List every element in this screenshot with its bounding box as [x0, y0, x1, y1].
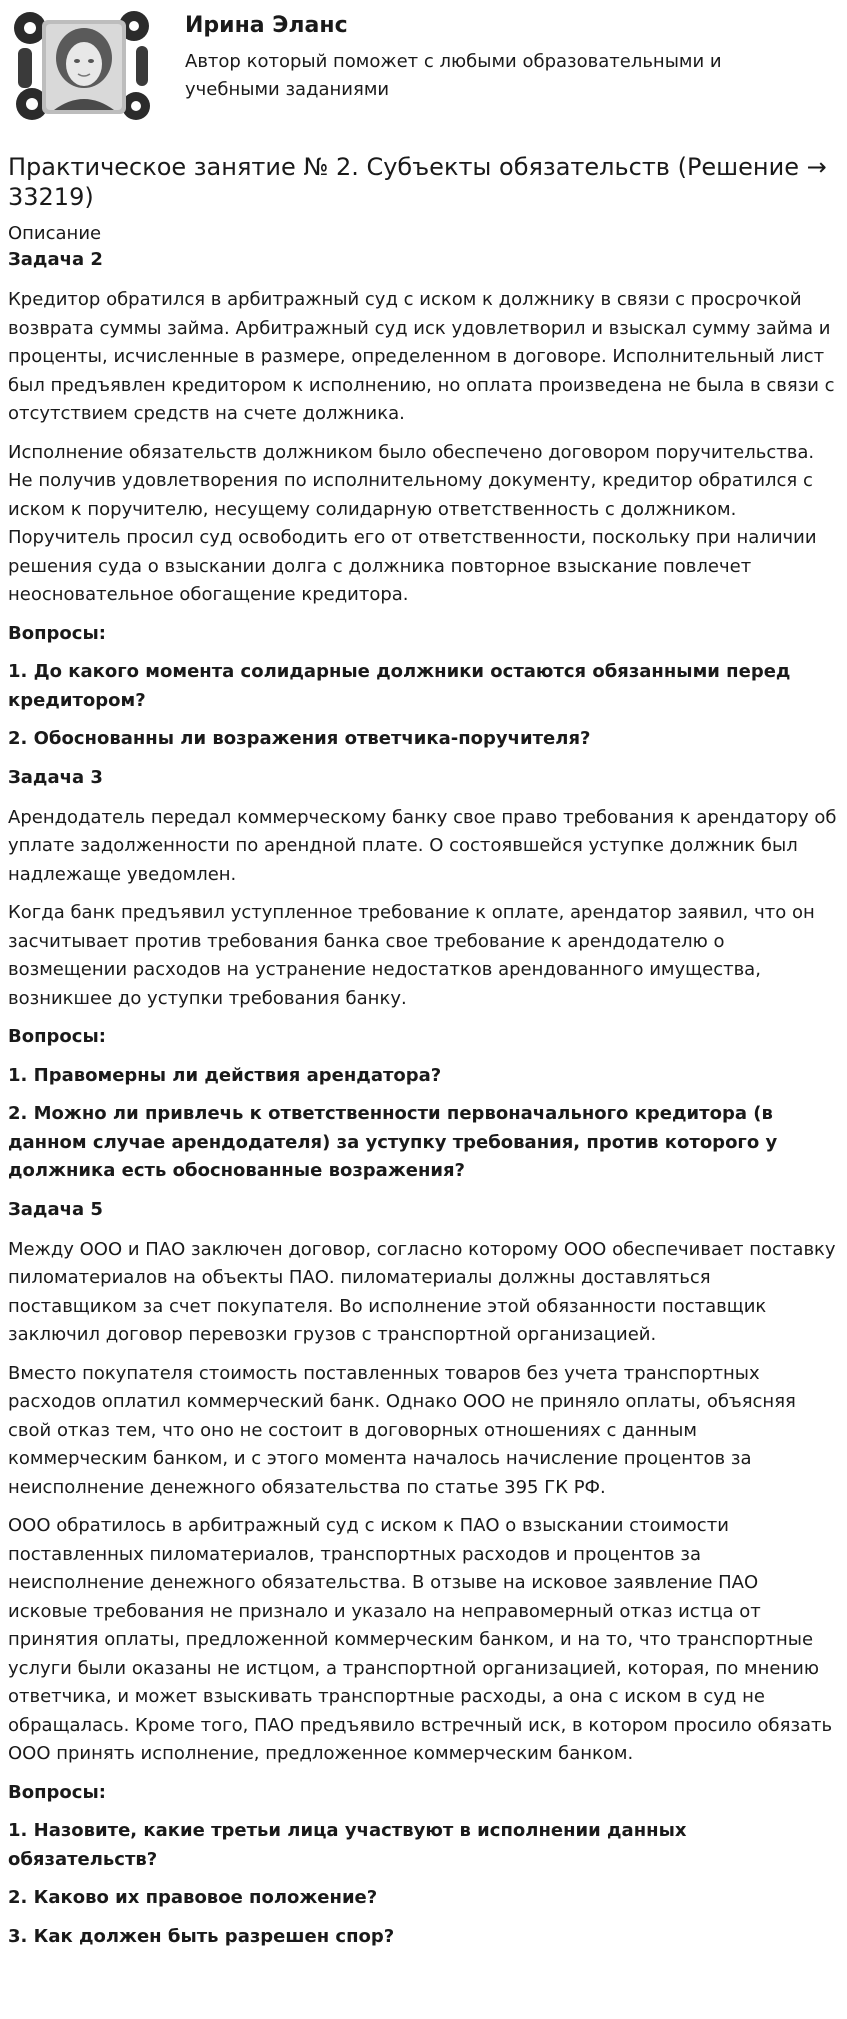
- task-5: [8, 1196, 839, 1952]
- author-name: Ирина Эланс: [185, 13, 348, 38]
- author-description: Автор который поможет с любыми образовательными и учебными заданиями: [185, 51, 722, 100]
- task-heading: Задача 5: [8, 1198, 103, 1220]
- task-2: [8, 246, 839, 754]
- task-paragraph: Кредитор обратился в арбитражный суд с иском к должнику в связи с просрочкой возврата суммы займа. Арбитражный суд иск удовлетворил и взыскал сумму займа и проценты, исчисленные в размере, определенном в договоре. Исполнительный лист был предъявлен кредитором к исполнению, но оплата произведена не была в связи с отсутствием средств на счете должника.: [8, 289, 835, 424]
- questions-label: Вопросы:: [8, 622, 106, 644]
- task-heading: Задача 3: [8, 766, 103, 788]
- author-card: [8, 0, 839, 126]
- question-item: 3. Как должен быть разрешен спор?: [8, 1925, 395, 1947]
- task-heading: Задача 2: [8, 249, 103, 270]
- question-item: 1. Правомерны ли действия арендатора?: [8, 1064, 442, 1086]
- task-paragraph: ООО обратилось в арбитражный суд с иском к ПАО о взыскании стоимости поставленных пиломатериалов, транспортных расходов и процентов за неисполнение денежного обязательства. В отзыве на исковое заявление ПАО исковые требования не признало и указало на неправомерный отказ истца от принятия оплаты, предложенной коммерческим банком, и на то, что транспортные услуги были оказаны не истцом, а транспортной организацией, которая, по мнению ответчика, и может взыскивать транспортные расходы, а она с иском в суд не обращалась. Кроме того, ПАО предъявило встречный иск, в котором просило обязать ООО принять исполнение, предложенное коммерческим банком.: [8, 1515, 833, 1764]
- task-paragraph: Арендодатель передал коммерческому банку свое право требования к арендатору об уплате задолженности по арендной плате. О состоявшейся уступке должник был надлежаще уведомлен.: [8, 806, 837, 885]
- task-3: [8, 764, 839, 1186]
- questions-label: Вопросы:: [8, 1026, 106, 1047]
- page-title: Практическое занятие № 2. Субъекты обязательств (Решение → 33219): [8, 153, 827, 211]
- task-paragraph: Исполнение обязательств должником было обеспечено договором поручительства. Не получив удовлетворения по исполнительному документу, кредитор обратился с иском к поручителю, несущему солидарную ответственность с должником. Поручитель просил суд освободить его от ответственности, поскольку при наличии решения суда о взыскании долга с должника повторное взыскание повлечет неосновательное обогащение кредитора.: [8, 441, 817, 605]
- author-avatar: [8, 6, 158, 126]
- task-paragraph: Когда банк предъявил уступленное требование к оплате, арендатор заявил, что он засчитывает против требования банка свое требование к арендодателю о возмещении расходов на устранение недостатков арендованного имущества, возникшее до уступки требования банку.: [8, 902, 815, 1009]
- description-label: Описание: [8, 223, 102, 244]
- question-item: 2. Каково их правовое положение?: [8, 1887, 378, 1908]
- question-item: 2. Обоснованны ли возражения ответчика-поручителя?: [8, 728, 591, 749]
- task-paragraph: Между ООО и ПАО заключен договор, согласно которому ООО обеспечивает поставку пиломатериалов на объекты ПАО. пиломатериалы должны доставляться поставщиком за счет покупателя. Во исполнение этой обязанности поставщик заключил договор перевозки грузов с транспортной организацией.: [8, 1238, 836, 1345]
- question-item: 1. До какого момента солидарные должники остаются обязанными перед кредитором?: [8, 661, 791, 711]
- question-item: 2. Можно ли привлечь к ответственности первоначального кредитора (в данном случае арендодателя) за уступку требования, против которого у должника есть обоснованные возражения?: [8, 1103, 778, 1181]
- task-paragraph: Вместо покупателя стоимость поставленных товаров без учета транспортных расходов оплатил коммерческий банк. Однако ООО не приняло оплаты, объясняя свой отказ тем, что оно не состоит в договорных отношениях с данным коммерческим банком, и с этого момента началось начисление процентов за неисполнение денежного обязательства по статье 395 ГК РФ.: [8, 1362, 796, 1498]
- question-item: 1. Назовите, какие третьи лица участвуют в исполнении данных обязательств?: [8, 1820, 687, 1870]
- questions-label: Вопросы:: [8, 1781, 106, 1803]
